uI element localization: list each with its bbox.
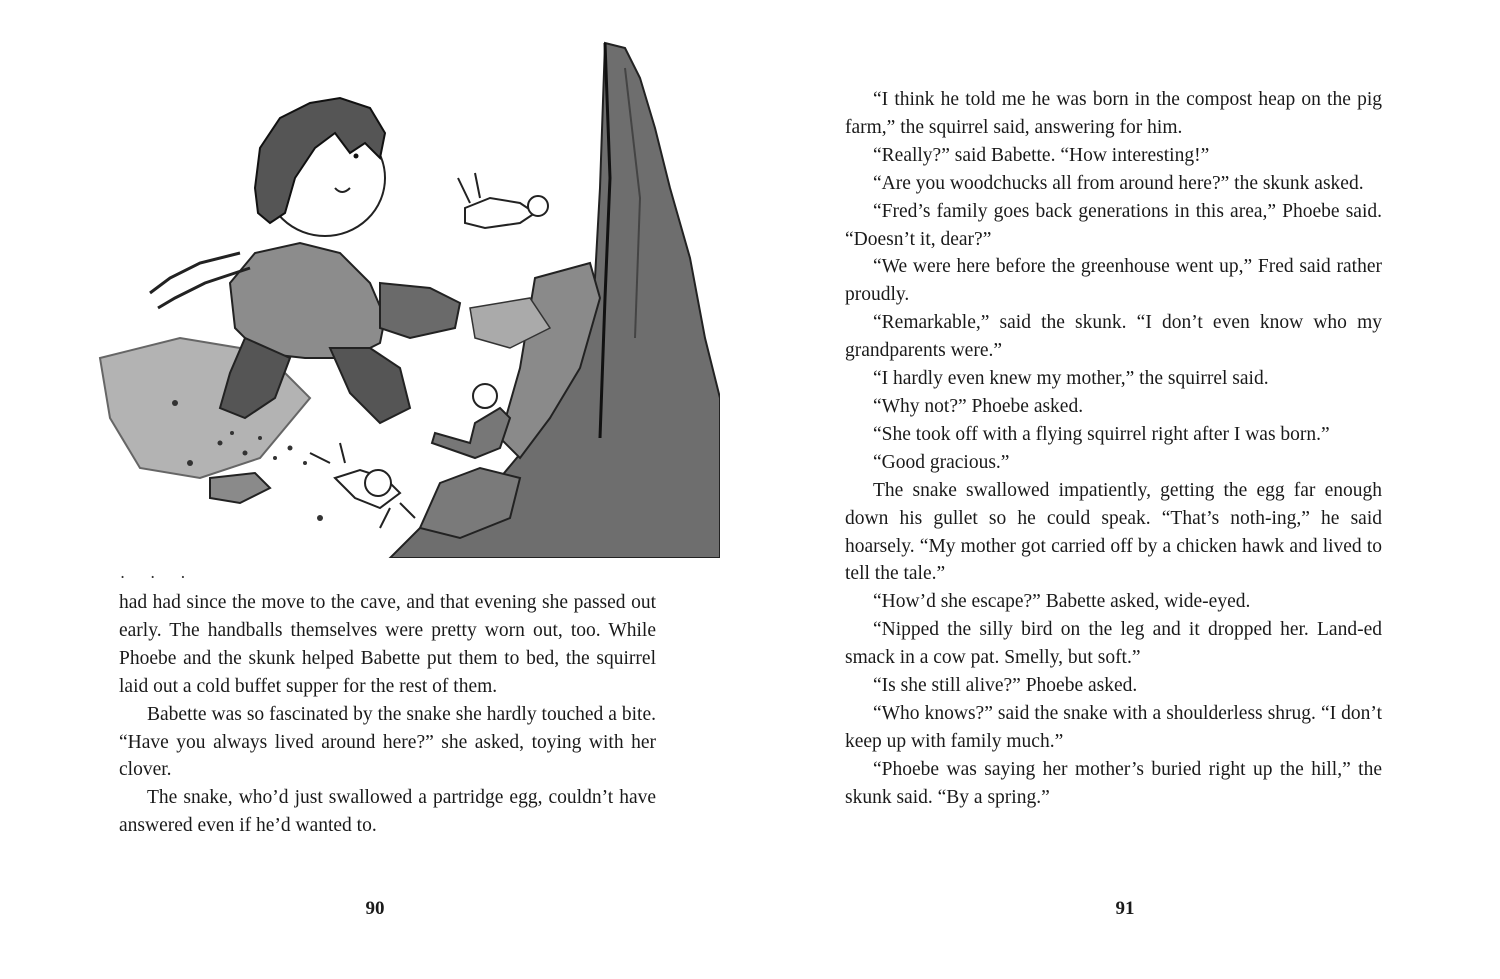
paragraph: “Is she still alive?” Phoebe asked. — [873, 675, 1138, 697]
left-body-text — [119, 589, 656, 840]
paragraph: “Phoebe was saying her mother’s buried right up the hill,” the skunk said. “By a spring.” — [845, 758, 1382, 808]
paragraph: “Nipped the silly bird on the leg and it dropped her. Land-ed smack in a cow pat. Smelly, but soft.” — [845, 619, 1382, 669]
paragraph: “She took off with a flying squirrel right after I was born.” — [873, 423, 1330, 445]
paragraph: “Really?” said Babette. “How interesting!” — [873, 144, 1210, 166]
paragraph: had had since the move to the cave, and that evening she passed out early. The handballs themselves were pretty worn out, too. While Phoebe and the skunk helped Babette put them to bed, the squirrel laid out a cold buffet supper for the rest of them. — [119, 592, 656, 697]
paragraph: “Remarkable,” said the skunk. “I don’t even know who my grandparents were.” — [845, 312, 1382, 362]
paragraph: “I hardly even knew my mother,” the squirrel said. — [873, 368, 1269, 390]
paragraph: “How’d she escape?” Babette asked, wide-eyed. — [873, 591, 1251, 613]
paragraph: “We were here before the greenhouse went up,” Fred said rather proudly. — [845, 256, 1382, 306]
paragraph: “Who knows?” said the snake with a shoulderless shrug. “I don’t keep up with family much.” — [845, 702, 1382, 752]
right-page — [750, 0, 1500, 979]
paragraph: “I think he told me he was born in the compost heap on the pig farm,” the squirrel said, answering for him. — [845, 89, 1382, 138]
continuation-dots: . . . — [120, 563, 196, 582]
paragraph: The snake, who’d just swallowed a partridge egg, couldn’t have answered even if he’d wanted to. — [119, 787, 656, 837]
paragraph: “Good gracious.” — [873, 451, 1010, 473]
paragraph: “Are you woodchucks all from around here?” the skunk asked. — [873, 172, 1364, 194]
illustration-girl-with-handball-dolls — [80, 38, 720, 558]
page-number: 91 — [1115, 898, 1135, 919]
paragraph: The snake swallowed impatiently, getting the egg far enough down his gullet so he could speak. “That’s noth-ing,” he said hoarsely. “My mother got carried off by a chicken hawk and lived to tell the tale.” — [845, 479, 1382, 585]
paragraph: “Why not?” Phoebe asked. — [873, 395, 1084, 417]
paragraph: “Fred’s family goes back generations in this area,” Phoebe said. “Doesn’t it, dear?” — [845, 200, 1382, 250]
page-number: 90 — [365, 898, 385, 919]
right-body-text — [845, 86, 1382, 812]
paragraph: Babette was so fascinated by the snake she hardly touched a bite. “Have you always lived around here?” she asked, toying with her clover. — [119, 703, 656, 781]
